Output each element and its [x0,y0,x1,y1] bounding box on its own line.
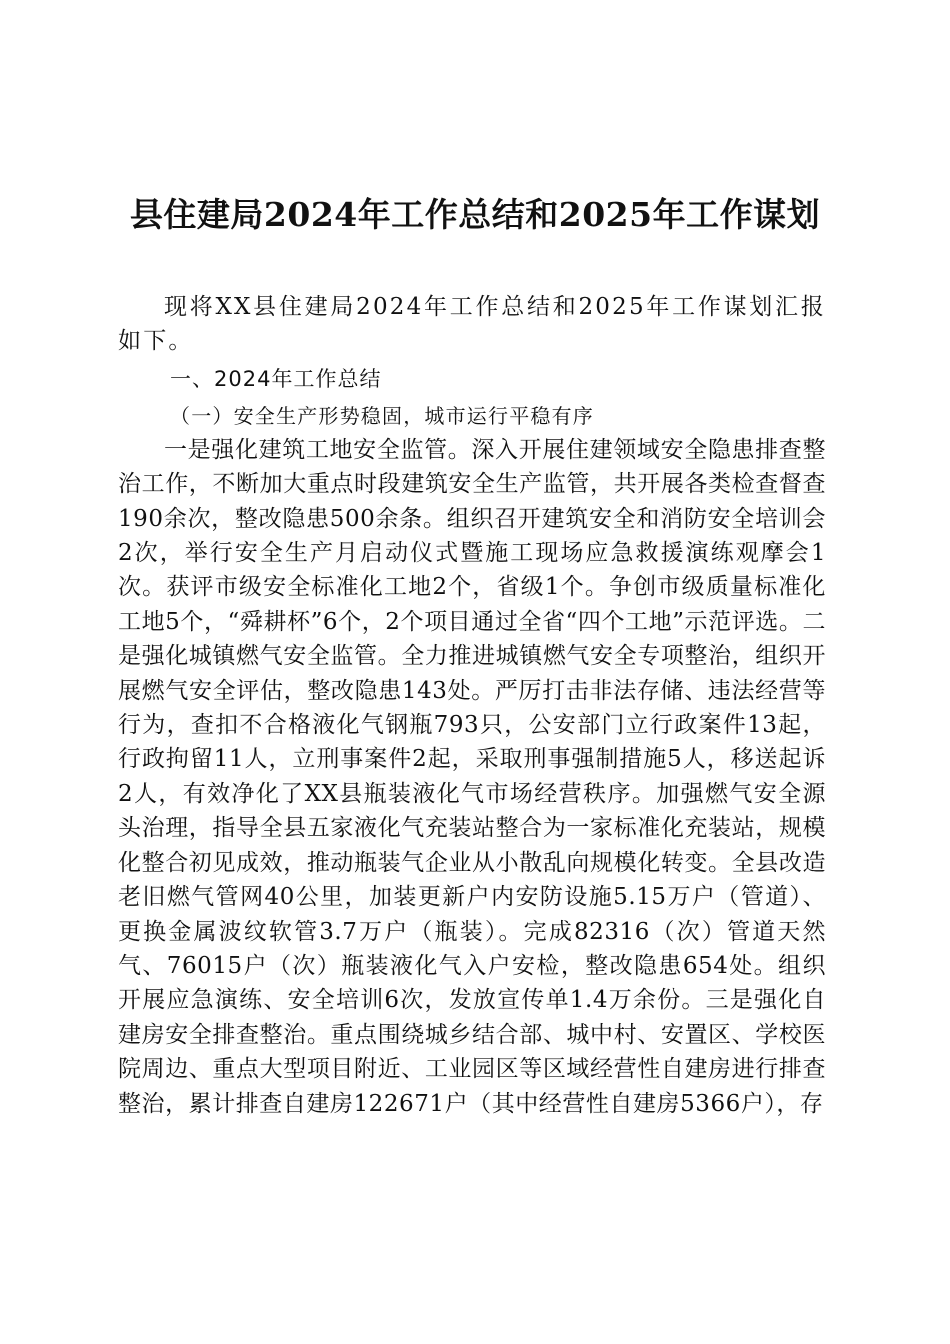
document-body [118,290,826,1121]
subsection-heading: （一）安全生产形势稳固，城市运行平稳有序 [170,403,594,428]
document-title: 县住建局2024年工作总结和2025年工作谋划 [129,195,821,234]
body-paragraph: 一是强化建筑工地安全监管。深入开展住建领域安全隐患排查整治工作，不断加大重点时段建筑安全生产监管，共开展各类检查督查190余次，整改隐患500余条。组织召开建筑安全和消防安全培训会2次，举行安全生产月启动仪式暨施工现场应急救援演练观摩会1次。获评市级安全标准化工地2个，省级1个。争创市级质量标准化工地5个，“舜耕杯”6个，2个项目通过全省“四个工地”示范评选。二是强化城镇燃气安全监管。全力推进城镇燃气安全专项整治，组织开展燃气安全评估，整改隐患143处。严厉打击非法存储、违法经营等行为，查扣不合格液化气钢瓶793只，公安部门立行政案件13起，行政拘留11人，立刑事案件2起，采取刑事强制措施5人，移送起诉2人，有效净化了XX县瓶装液化气市场经营秩序。加强燃气安全源头治理，指导全县五家液化气充装站整合为一家标准化充装站，规模化整合初见成效，推动瓶装气企业从小散乱向规模化转变。全县改造老旧燃气管网40公里，加装更新户内安防设施5.15万户（管道）、更换金属波纹软管3.7万户（瓶装）。完成82316（次）管道天然气、76015户（次）瓶装液化气入户安检，整改隐患654处。组织开展应急演练、安全培训6次，发放宣传单1.4万余份。三是强化自建房安全排查整治。重点围绕城乡结合部、城中村、安置区、学校医院周边、重点大型项目附近、工业园区等区域经营性自建房进行排查整治，累计排查自建房122671户（其中经营性自建房5366户），存 [118,436,826,1117]
intro-paragraph: 现将XX县住建局2024年工作总结和2025年工作谋划汇报如下。 [118,294,826,355]
section-heading: 一、2024年工作总结 [170,366,382,391]
